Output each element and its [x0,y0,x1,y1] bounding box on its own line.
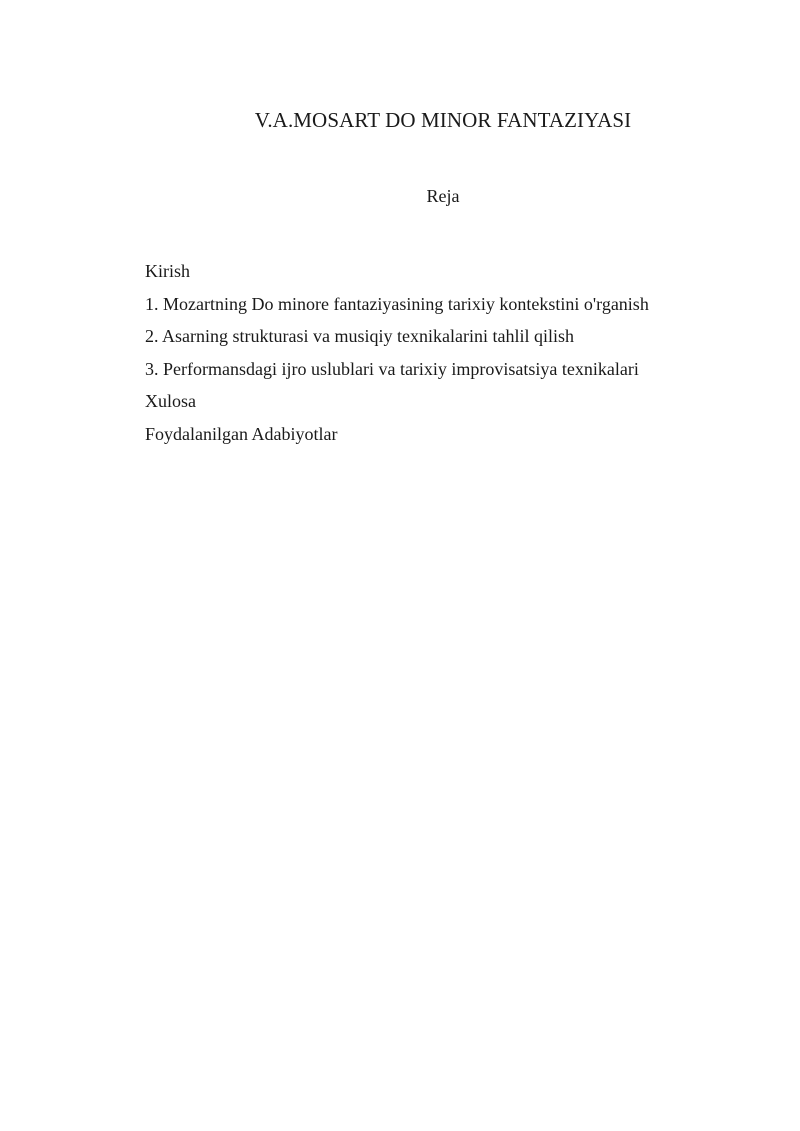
plan-list [145,258,649,453]
plan-item-2: 2. Asarning strukturasi va musiqiy texnikalarini tahlil qilish [145,326,574,346]
plan-item-conclusion: Xulosa [145,391,196,411]
document-title: V.A.MOSART DO MINOR FANTAZIYASI [254,108,632,132]
plan-heading: Reja [426,186,460,206]
plan-item-3: 3. Performansdagi ijro uslublari va tarixiy improvisatsiya texnikalari [145,358,639,379]
plan-item-intro: Kirish [145,261,190,281]
plan-item-references: Foydalanilgan Adabiyotlar [145,423,338,444]
plan-item-1: 1. Mozartning Do minore fantaziyasining tarixiy kontekstini o'rganish [145,293,649,314]
